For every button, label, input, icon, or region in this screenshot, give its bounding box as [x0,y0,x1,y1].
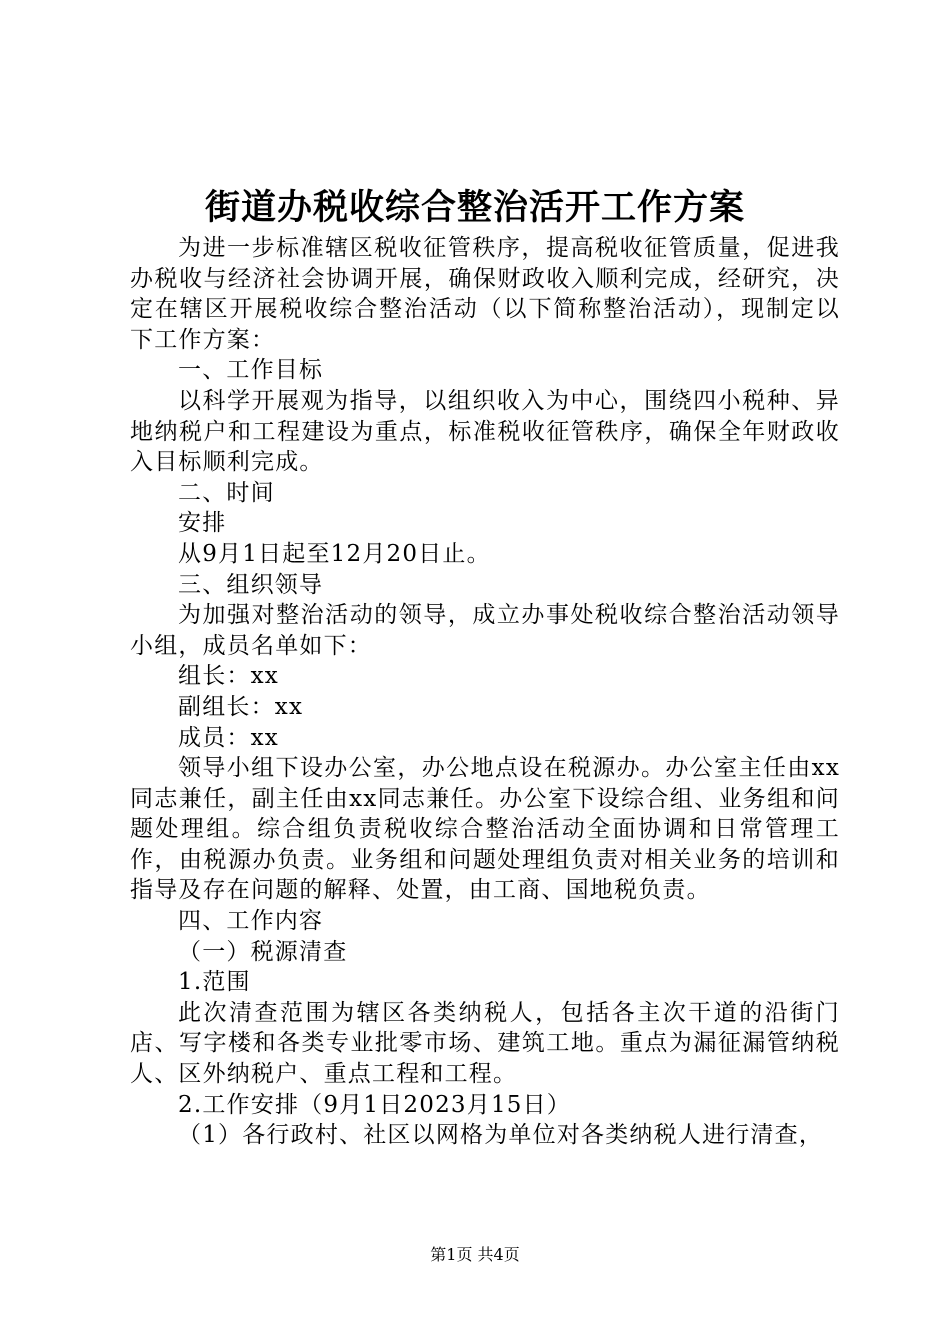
paragraph: 从9月1日起至12月20日止。 [178,540,491,567]
section-heading: 二、时间 [178,479,275,506]
member-line: 成员：xx [178,724,279,751]
paragraph: 以科学开展观为指导，以组织收入为中心，围绕四小税种、异地纳税户和工程建设为重点，标准税收征管秩序，确保全年财政收入目标顺利完成。 [130,387,840,476]
member-line: 副组长：xx [178,693,304,720]
section-heading: 三、组织领导 [178,571,324,598]
paragraph: 此次清查范围为辖区各类纳税人，包括各主次干道的沿街门店、写字楼和各类专业批零市场、建筑工地。重点为漏征漏管纳税人、区外纳税户、重点工程和工程。 [130,999,840,1088]
member-line: 组长：xx [178,663,279,690]
paragraph: 安排 [178,510,227,537]
paragraph: （1）各行政村、社区以网格为单位对各类纳税人进行清查， [178,1122,824,1149]
page-footer: 第1页 共4页 [430,1245,520,1264]
document-title: 街道办税收综合整治活开工作方案 [204,187,745,228]
paragraph: 为进一步标准辖区税收征管秩序，提高税收征管质量，促进我办税收与经济社会协调开展，确保财政收入顺利完成，经研究，决定在辖区开展税收综合整治活动（以下简称整治活动），现制定以下工作方案： [130,235,840,353]
paragraph: 为加强对整治活动的领导，成立办事处税收综合整治活动领导小组，成员名单如下： [130,602,840,659]
subsection-heading: 1.范围 [178,969,251,996]
document-body [130,233,840,1151]
section-heading: 四、工作内容 [178,908,324,935]
section-heading: 一、工作目标 [178,357,324,384]
subsection-heading: （一）税源清查 [178,938,348,965]
subsection-heading: 2.工作安排（9月1日2023月15日） [178,1091,572,1118]
paragraph: 领导小组下设办公室，办公地点设在税源办。办公室主任由xx同志兼任，副主任由xx同志兼任。办公室下设综合组、业务组和问题处理组。综合组负责税收综合整治活动全面协调和日常管理工作，由税源办负责。业务组和问题处理组负责对相关业务的培训和指导及存在问题的解释、处置，由工商、国地税负责。 [130,755,840,904]
